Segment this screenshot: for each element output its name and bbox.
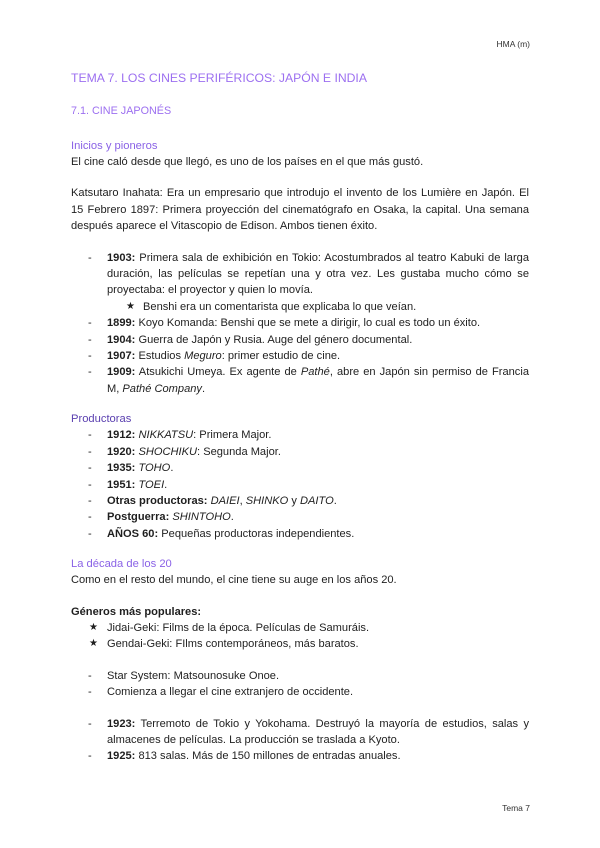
page-header: HMA (m) [496, 39, 530, 49]
list-item: ★ Jidai-Geki: Films de la época. Películas de Samuráis. [71, 620, 529, 636]
list-item: - 1935: TOHO. [71, 460, 529, 476]
star-system-list [71, 668, 529, 701]
page-footer: Tema 7 [502, 803, 530, 813]
list-item: - Otras productoras: DAIEI, SHINKO y DAITO. [71, 493, 529, 509]
heading-productoras: Productoras [71, 413, 132, 426]
section-subtitle: 7.1. CINE JAPONÉS [71, 105, 172, 117]
inahata-paragraph: Katsutaro Inahata: Era un empresario que introdujo el invento de los Lumière en Japón. El 15 Febrero 1897: Primera proyección del cinematógrafo en Osaka, la capital. Una semana después aparece el Vitascopio de Edison. Ambos tienen éxito. [71, 187, 529, 233]
document-body [71, 70, 529, 765]
list-item: - 1925: 813 salas. Más de 150 millones de entradas anuales. [71, 748, 529, 764]
productoras-list [71, 427, 529, 542]
list-item: - 1899: Koyo Komanda: Benshi que se mete a dirigir, lo cual es todo un éxito. [71, 315, 529, 331]
list-item: - 1907: Estudios Meguro: primer estudio de cine. [71, 348, 529, 364]
star-icon: ★ [89, 621, 98, 633]
list-item: ★ Gendai-Geki: FIlms contemporáneos, más baratos. [71, 636, 529, 652]
events-list [71, 716, 529, 765]
star-icon: ★ [126, 300, 135, 312]
list-item: - 1903: Primera sala de exhibición en Tokio: Acostumbrados al teatro Kabuki de larga duración, las películas se repetían una y otra vez. Les gustaba mucho cómo se proyectaba: el proyector y quien lo movía. [71, 250, 529, 299]
list-item: - 1920: SHOCHIKU: Segunda Major. [71, 444, 529, 460]
list-item: - Comienza a llegar el cine extranjero de occidente. [71, 684, 529, 700]
list-item: - Postguerra: SHINTOHO. [71, 509, 529, 525]
list-item: - 1909: Atsukichi Umeya. Ex agente de Pathé, abre en Japón sin permiso de Francia M, Pathé Company. [71, 364, 529, 397]
generos-list [71, 620, 529, 653]
timeline-list [71, 250, 529, 299]
timeline-list-2 [71, 315, 529, 397]
heading-inicios: Inicios y pioneros [71, 140, 158, 152]
list-item: ★ Benshi era un comentarista que explicaba lo que veían. [71, 299, 529, 315]
heading-decada: La década de los 20 [71, 558, 172, 571]
page-title: TEMA 7. LOS CINES PERIFÉRICOS: JAPÓN E INDIA [71, 71, 367, 85]
star-icon: ★ [89, 638, 98, 650]
list-item: - 1904: Guerra de Japón y Rusia. Auge del género documental. [71, 332, 529, 348]
heading-generos: Géneros más populares: [71, 605, 202, 618]
inicios-text: El cine caló desde que llegó, es uno de los países en el que más gustó. [71, 156, 424, 168]
decada-text: Como en el resto del mundo, el cine tiene su auge en los años 20. [71, 574, 397, 587]
list-item: - Star System: Matsounosuke Onoe. [71, 668, 529, 684]
list-item: - 1923: Terremoto de Tokio y Yokohama. Destruyó la mayoría de estudios, salas y almacenes de películas. La producción se traslada a Kyoto. [71, 716, 529, 749]
list-item: - 1912: NIKKATSU: Primera Major. [71, 427, 529, 443]
list-item: - AÑOS 60: Pequeñas productoras independientes. [71, 526, 529, 542]
list-item: - 1951: TOEI. [71, 477, 529, 493]
